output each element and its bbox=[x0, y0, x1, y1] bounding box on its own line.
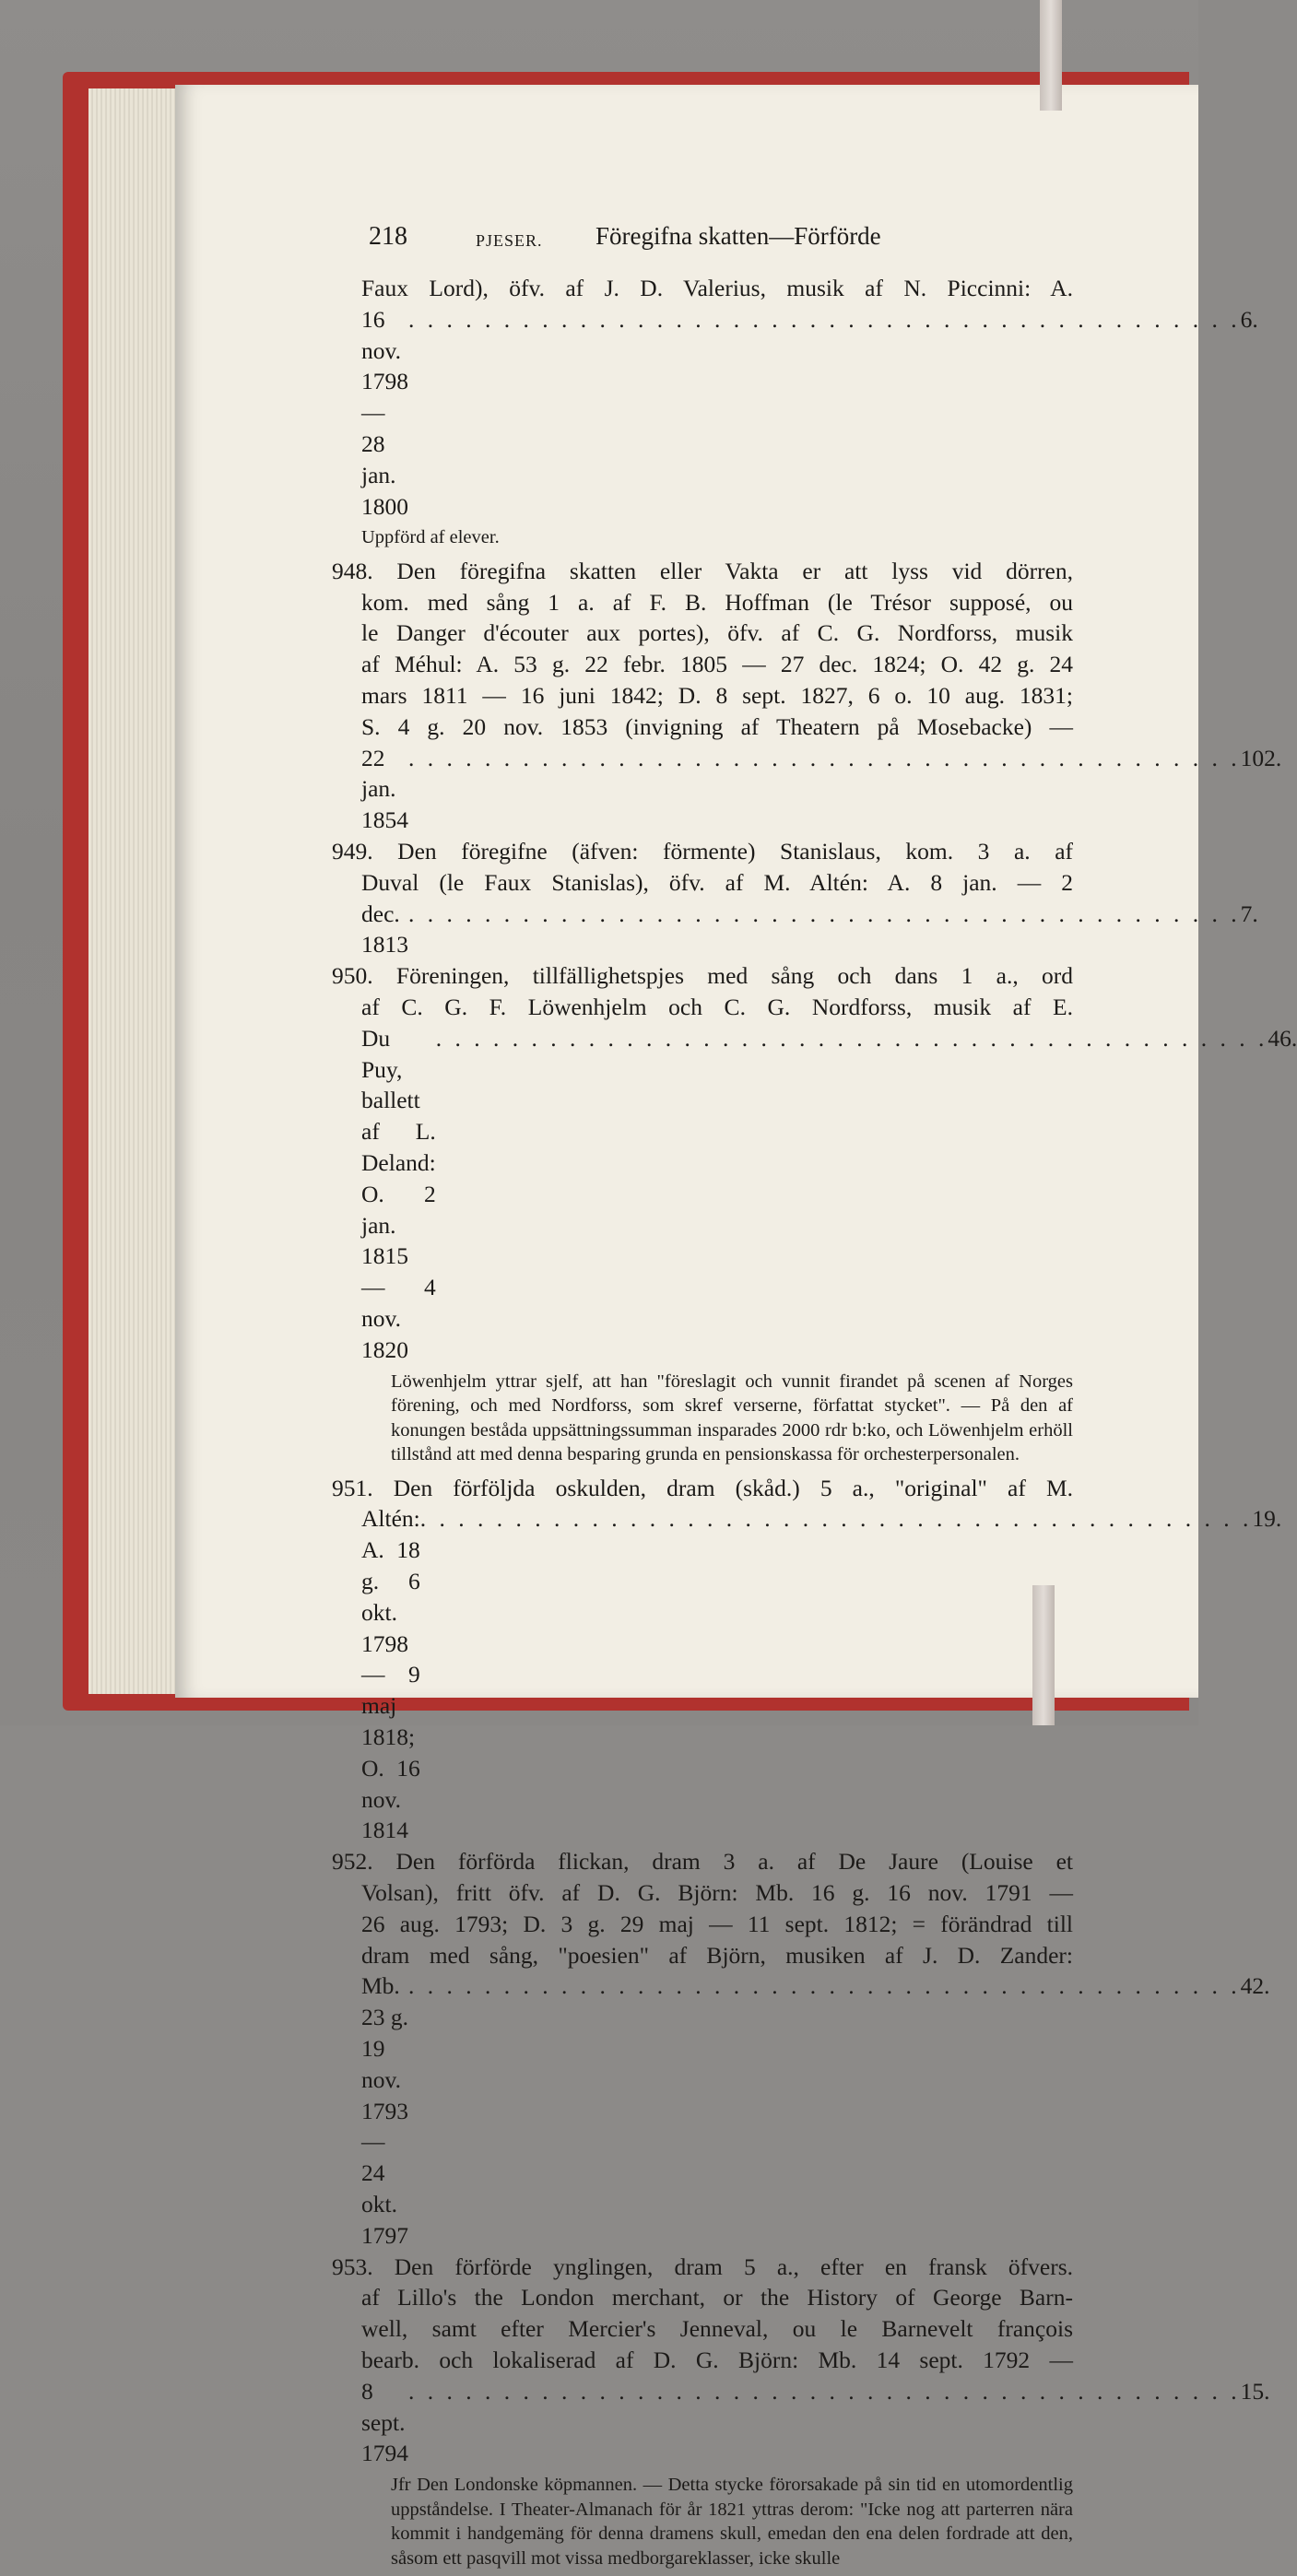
note bbox=[361, 525, 1073, 550]
note-text: Uppförd af elever. bbox=[361, 527, 500, 548]
leader-dots: . . . . . . . . . . . . . . . . . . . . . . . . . . . . . . . . . . . . . . . . . . . . bbox=[408, 744, 1241, 771]
text-line: Duval (le Faux Stanislas), öfv. af M. Altén: A. 8 jan. — 2 bbox=[361, 868, 1073, 896]
text-line: well, samt efter Mercier's Jenneval, ou le Barnevelt françois bbox=[361, 2315, 1073, 2343]
text-line: af Lillo's the London merchant, or the History of George Barn- bbox=[361, 2284, 1073, 2311]
entry-947-continued bbox=[361, 273, 1258, 550]
text-line: 16 nov. 1798 — 28 jan. 1800 bbox=[361, 305, 408, 520]
entry-949 bbox=[332, 836, 1258, 960]
leader-dots: . . . . . . . . . . . . . . . . . . . . . . . . . . . . . . . . . . . . . . . . . . . . bbox=[419, 1505, 1253, 1533]
text-line: dec. 1813 bbox=[361, 900, 408, 959]
leader-line bbox=[361, 1970, 1270, 2251]
text-line: 950. Föreningen, tillfällighetspjes med sång och dans 1 a., ord bbox=[332, 962, 1073, 990]
text-line: 26 aug. 1793; D. 3 g. 29 maj — 11 sept. 1812; = förändrad till bbox=[361, 1910, 1073, 1937]
entry-951 bbox=[332, 1473, 1282, 1847]
note: Jfr Den Londonske köpmannen. — Detta stycke förorsakade på sin tid en utomordentlig uppståndelse. I Theater-Almanach för år 1821 yttras derom: "Icke nog att parterren nära kommit i handgemäng för denna dramens skull, emedan den ena delen fordrade att den, såsom ett pasqvill mot vissa medborgareklasser, icke skulle bbox=[391, 2475, 1073, 2569]
leader-dots: . . . . . . . . . . . . . . . . . . . . . . . . . . . . . . . . . . . . . . . . . . . . bbox=[435, 1024, 1268, 1052]
leader-dots: . . . . . . . . . . . . . . . . . . . . . . . . . . . . . . . . . . . . . . . . . . . . bbox=[408, 900, 1241, 927]
text-line: 949. Den föregifne (äfven: förmente) Stanislaus, kom. 3 a. af bbox=[332, 838, 1073, 865]
text-line: 22 jan. 1854 bbox=[361, 744, 408, 834]
leader-dots: . . . . . . . . . . . . . . . . . . . . . . . . . . . . . . . . . . . . . . . . . . . . bbox=[408, 305, 1241, 333]
text-line: Mb. 23 g. 19 nov. 1793 — 24 okt. 1797 bbox=[361, 1972, 408, 2249]
text-line: 952. Den förförda flickan, dram 3 a. af De Jaure (Louise et bbox=[332, 1848, 1073, 1876]
text-line: dram med sång, "poesien" af Björn, musiken af J. D. Zander: bbox=[361, 1941, 1073, 1969]
leader-dots: . . . . . . . . . . . . . . . . . . . . . . . . . . . . . . . . . . . . . . . . . . . . bbox=[408, 2377, 1241, 2405]
performance-count: 15. bbox=[1240, 2377, 1270, 2405]
text-line: bearb. och lokaliserad af D. G. Björn: Mb. 14 sept. 1792 — bbox=[361, 2346, 1073, 2373]
text-line: Altén: A. 18 g. 6 okt. 1798 — 9 maj 1818; O. 16 nov. 1814 bbox=[361, 1505, 420, 1844]
leader-line bbox=[361, 2376, 1270, 2469]
text-line: af Méhul: A. 53 g. 22 febr. 1805 — 27 dec. 1824; O. 42 g. 24 bbox=[361, 651, 1073, 678]
entry-950 bbox=[332, 960, 1297, 1466]
text-line: 8 sept. 1794 bbox=[361, 2377, 408, 2467]
performance-count: 42. bbox=[1240, 1972, 1270, 2000]
page-edges bbox=[88, 88, 181, 1694]
performance-count: 19. bbox=[1252, 1505, 1282, 1533]
bookmark-ribbon-top bbox=[1040, 0, 1062, 111]
leader-line bbox=[361, 304, 1258, 523]
performance-count: 102. bbox=[1240, 744, 1282, 771]
entry-953 bbox=[332, 2252, 1270, 2571]
text-line: 948. Den föregifna skatten eller Vakta er att lyss vid dörren, bbox=[332, 557, 1073, 584]
running-head-label: PJESER. bbox=[476, 231, 543, 250]
note: Löwenhjelm yttrar sjelf, att han "föreslagit och vunnit firandet på scenen af Norges förening, och med Nordforss, som skref verserne, författat stycket". — På den af konungen beståda uppsättningssumman insparades 2000 rdr b:ko, och Löwenhjelm erhöll tillstånd att med denna besparing grunda en pensionskassa för orchesterpersonalen. bbox=[391, 1370, 1073, 1465]
entry-948 bbox=[332, 556, 1282, 836]
running-head bbox=[361, 221, 1073, 264]
text-line: kom. med sång 1 a. af F. B. Hoffman (le Trésor supposé, ou bbox=[361, 588, 1073, 616]
text-line: Faux Lord), öfv. af J. D. Valerius, musik af N. Piccinni: A. bbox=[361, 275, 1073, 301]
leader-line bbox=[361, 1503, 1282, 1846]
performance-count: 6. bbox=[1240, 305, 1258, 333]
page-number: 218 bbox=[369, 222, 407, 251]
leader-dots: . . . . . . . . . . . . . . . . . . . . . . . . . . . . . . . . . . . . . . . . . . . . bbox=[408, 1972, 1241, 2000]
text-line: 953. Den förförde ynglingen, dram 5 a., efter en fransk öfvers. bbox=[332, 2253, 1073, 2280]
leader-line bbox=[361, 1023, 1297, 1366]
text-line: 951. Den förföljda oskulden, dram (skåd.) 5 a., "original" af M. bbox=[332, 1474, 1073, 1501]
performance-count: 46. bbox=[1268, 1024, 1297, 1052]
leader-line bbox=[361, 899, 1258, 961]
entry-952 bbox=[332, 1846, 1270, 2251]
leader-line bbox=[361, 743, 1282, 836]
text-line: S. 4 g. 20 nov. 1853 (invigning af Theatern på Mosebacke) — bbox=[361, 712, 1073, 740]
text-line: mars 1811 — 16 juni 1842; D. 8 sept. 1827, 6 o. 10 aug. 1831; bbox=[361, 682, 1073, 710]
text-line: af C. G. F. Löwenhjelm och C. G. Nordforss, musik af E. bbox=[361, 994, 1073, 1021]
running-head-title: Föregifna skatten—Förförde bbox=[595, 222, 881, 250]
text-line: le Danger d'écouter aux portes), öfv. af C. G. Nordforss, musik bbox=[361, 619, 1073, 647]
text-line: Volsan), fritt öfv. af D. G. Björn: Mb. 16 g. 16 nov. 1791 — bbox=[361, 1878, 1073, 1906]
performance-count: 7. bbox=[1240, 900, 1258, 927]
page-text bbox=[332, 221, 1297, 2576]
text-line: Du Puy, ballett af L. Deland: O. 2 jan. 1815 — 4 nov. 1820 bbox=[361, 1024, 436, 1363]
